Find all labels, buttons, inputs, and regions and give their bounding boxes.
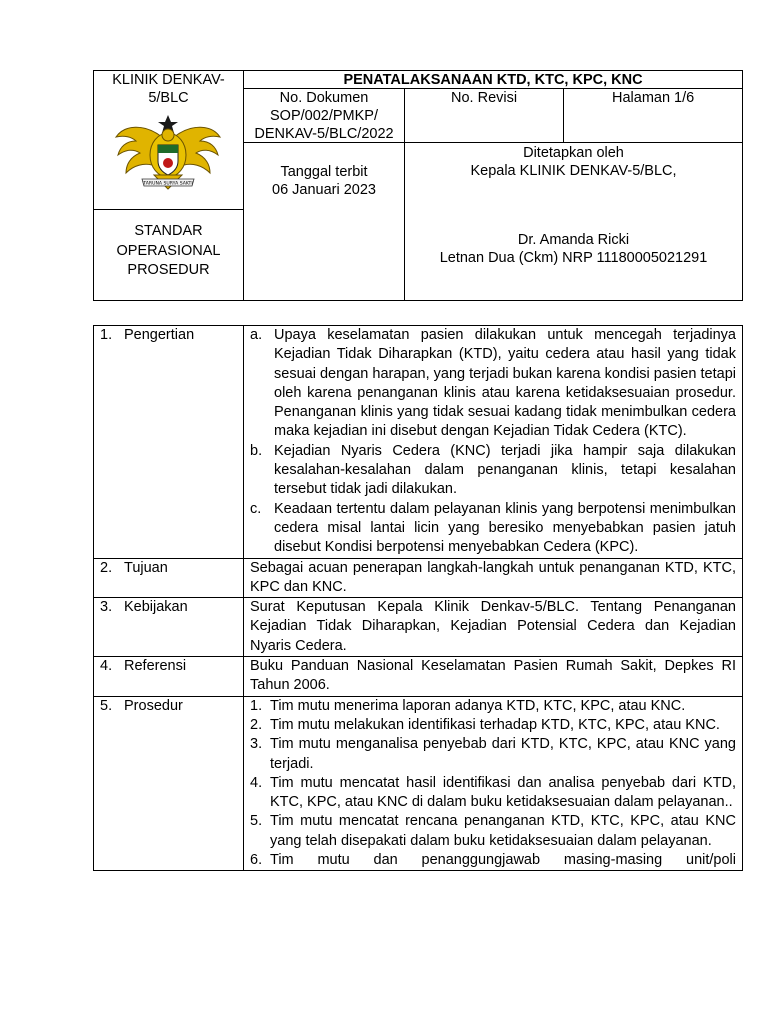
- clinic-logo: [114, 115, 222, 200]
- issue-date: Tanggal terbit 06 Januari 2023: [272, 164, 376, 198]
- section-label: 4. Referensi: [94, 657, 244, 697]
- svg-text:TARUNA SURYA SAKTI: TARUNA SURYA SAKTI: [143, 181, 193, 187]
- list-item: c. Keadaan tertentu dalam pelayanan klinis yang berpotensi menimbulkan cedera misal lantai licin yang beresiko menyebabkan pasien jatuh disebut Kondisi berpotensi menyebabkan Cedera (KPC).: [250, 500, 736, 556]
- section-prosedur: [94, 696, 743, 871]
- list-item: 5. Tim mutu mencatat rencana penanganan KTD, KTC, KPC, atau KNC yang telah disepakati dalam buku ketidaksesuaian dalam pelayanan.: [250, 813, 736, 849]
- section-label: 2. Tujuan: [94, 558, 244, 598]
- section-body: [244, 326, 743, 559]
- list-item: 4. Tim mutu mencatat hasil identifikasi dan analisa penyebab dari KTD, KTC, KPC, atau KNC di dalam buku ketidaksesuaian dalam pelayanan..: [250, 774, 736, 811]
- section-label: 1. Pengertian: [94, 326, 244, 559]
- approver-signature: Dr. Amanda Ricki Letnan Dua (Ckm) NRP 11180005021291: [439, 232, 708, 266]
- approval-block: Ditetapkan oleh Kepala KLINIK DENKAV-5/BLC,: [470, 145, 677, 179]
- list-item: 6. Tim mutu dan penanggungjawab masing-masing unit/poli: [250, 852, 736, 869]
- list-item: b. Kejadian Nyaris Cedera (KNC) terjadi jika hampir saja dilakukan kesalahan-kesalahan dalam penanganan klinis, tetapi kesalahan tersebut tidak jadi dilakukan.: [250, 442, 736, 498]
- list-item: 1. Tim mutu menerima laporan adanya KTD, KTC, KPC, atau KNC.: [250, 697, 686, 714]
- document-number: No. Dokumen SOP/002/PMKP/ DENKAV-5/BLC/2022: [254, 90, 394, 142]
- section-kebijakan: [94, 598, 743, 657]
- clinic-name: KLINIK DENKAV-5/BLC: [112, 72, 225, 106]
- revision-number: No. Revisi: [451, 90, 518, 106]
- section-body: Buku Panduan Nasional Keselamatan Pasien Rumah Sakit, Depkes RI Tahun 2006.: [244, 657, 743, 697]
- section-body: Surat Keputusan Kepala Klinik Denkav-5/BLC. Tentang Penanganan Kejadian Tidak Diharapkan, Kejadian Potensial Cedera dan Kejadian Nyaris Cedera.: [244, 598, 743, 657]
- garuda-emblem-icon: [114, 115, 222, 195]
- document-title: PENATALAKSANAAN KTD, KTC, KPC, KNC: [343, 72, 643, 88]
- section-pengertian: [94, 326, 743, 559]
- list-item: 3. Tim mutu menganalisa penyebab dari KTD, KTC, KPC, atau KNC yang terjadi.: [250, 736, 736, 772]
- list-item: a. Upaya keselamatan pasien dilakukan untuk mencegah terjadinya Kejadian Tidak Diharapkan (KTD), yaitu cedera atau hasil yang tidak sesuai dengan harapan, yang terjadi bukan karena kondisi pasien tetapi oleh karena penanganan klinis atau karena ketidaksesuaian prosedur. Penanganan klinis yang tidak sesuai kadang tidak menimbulkan cedera maka kejadian ini disebut dengan Kejadian Tidak Cedera (KTC).: [250, 327, 736, 440]
- page-number: Halaman 1/6: [612, 90, 695, 106]
- section-label: 3. Kebijakan: [94, 598, 244, 657]
- sop-content-table: [93, 325, 743, 871]
- section-referensi: [94, 657, 743, 697]
- sop-label: STANDAR OPERASIONAL PROSEDUR: [116, 223, 221, 278]
- section-tujuan: [94, 558, 743, 598]
- section-body: Sebagai acuan penerapan langkah-langkah untuk penanganan KTD, KTC, KPC dan KNC.: [244, 558, 743, 598]
- section-body: [244, 696, 743, 871]
- header-table: [93, 70, 743, 301]
- section-label: 5. Prosedur: [94, 696, 244, 871]
- list-item: 2. Tim mutu melakukan identifikasi terhadap KTD, KTC, KPC, atau KNC.: [250, 716, 720, 733]
